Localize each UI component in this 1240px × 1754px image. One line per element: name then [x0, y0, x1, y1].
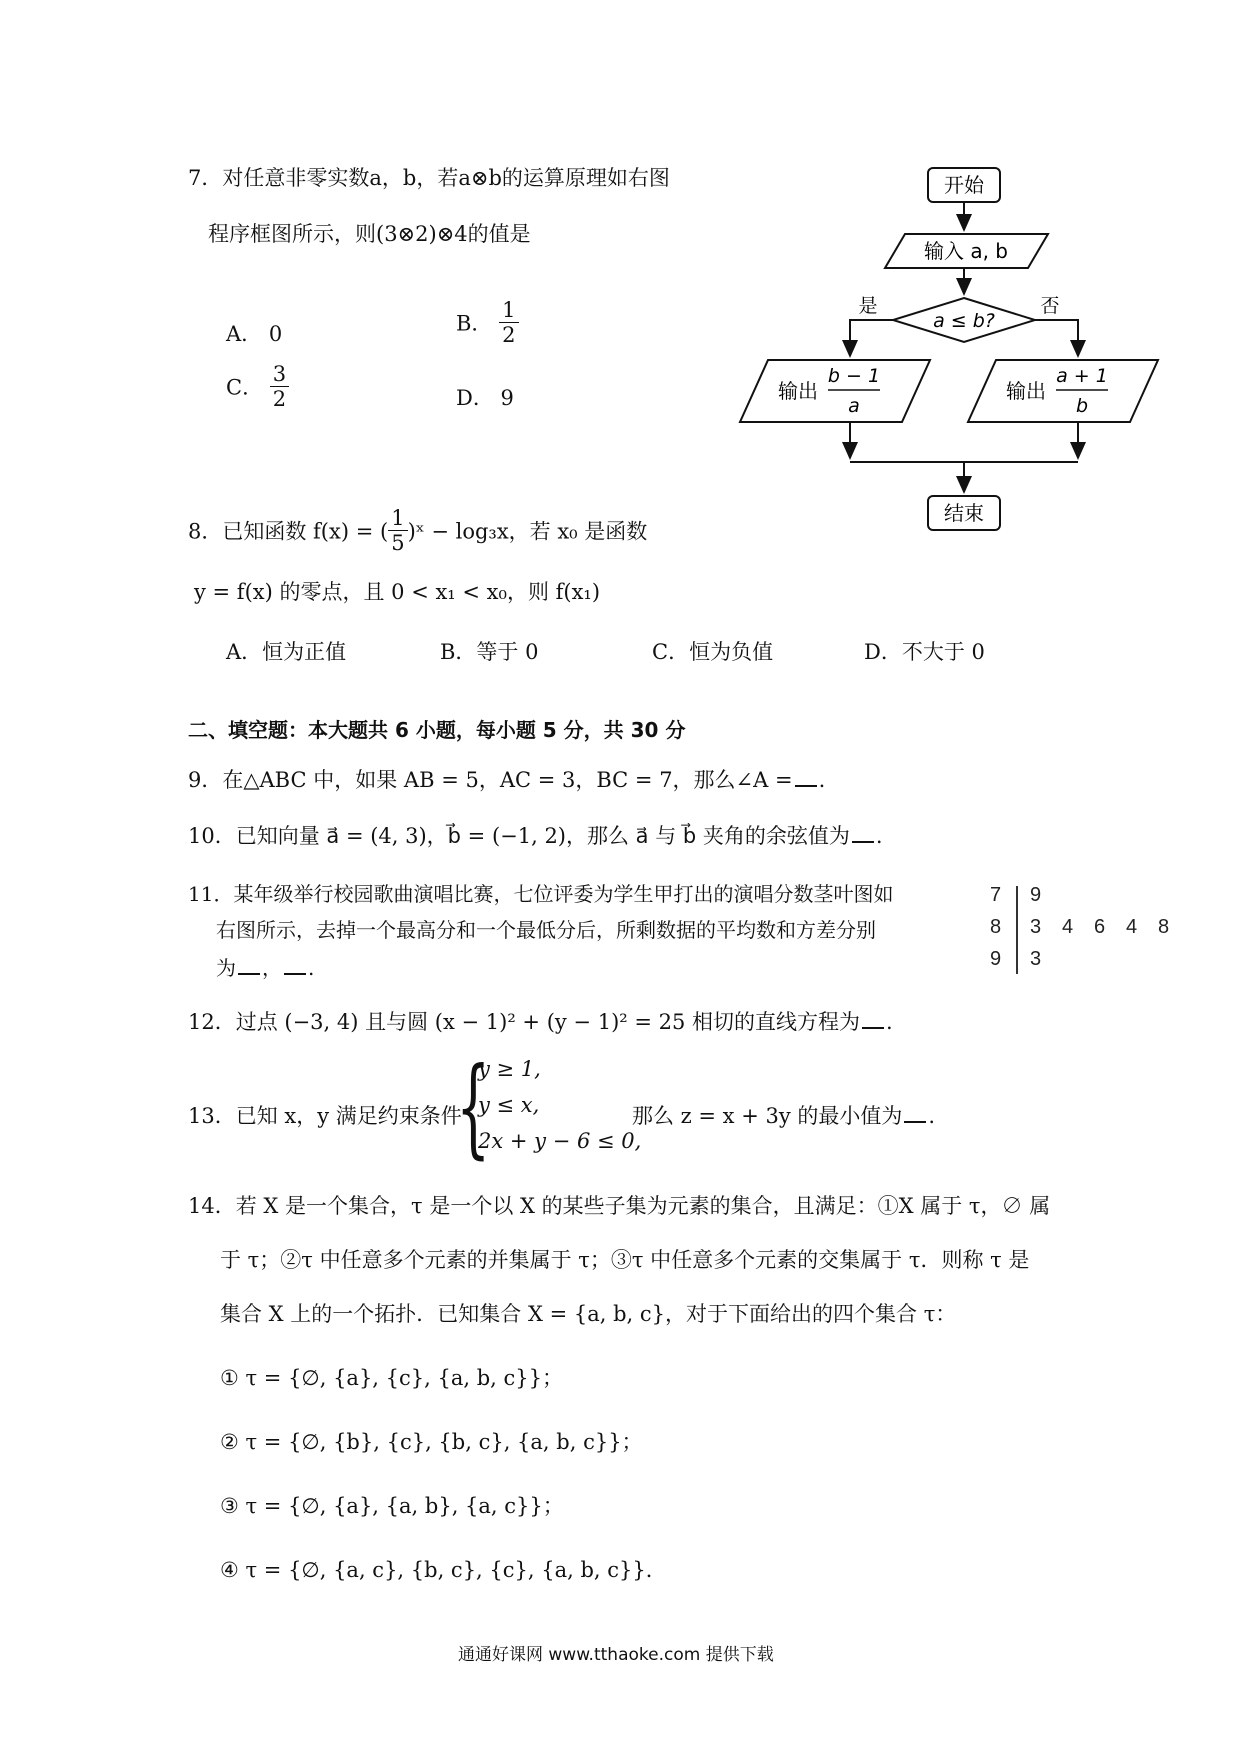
- stem-leaf-stem: 8: [990, 916, 1002, 938]
- q14-line3: 集合 X 上的一个拓扑．已知集合 X = {a, b, c}，对于下面给出的四个集合 τ：: [220, 1302, 957, 1326]
- flowchart-output-right-denominator: b: [1075, 395, 1089, 417]
- q13-constraints: [478, 1051, 658, 1159]
- q7-option-b-label: B．: [456, 311, 493, 336]
- q7-option-b-denominator: 2: [502, 323, 516, 348]
- q14-line2: 于 τ；②τ 中任意多个元素的并集属于 τ；③τ 中任意多个元素的交集属于 τ．则称 τ 是: [220, 1248, 1030, 1272]
- q7-option-a-label: A．: [226, 322, 263, 346]
- q13-constraint-2: y ≤ x,: [478, 1093, 540, 1117]
- q14-option-3: ③ τ = {∅, {a}, {a, b}, {a, c}}；: [220, 1494, 564, 1518]
- q8-option-d: D．不大于 0: [864, 640, 985, 664]
- q13-answer-blank: [904, 1121, 926, 1123]
- q10-end: .: [875, 824, 883, 848]
- q7-option-c-denominator: 2: [272, 387, 287, 412]
- q8-line1: [188, 506, 647, 555]
- q14-line1: 14．若 X 是一个集合，τ 是一个以 X 的某些子集为元素的集合，且满足：①X 属于 τ，∅ 属: [188, 1194, 1051, 1218]
- q13-brace: {: [456, 1045, 491, 1170]
- flowchart-arrow-yes: [850, 320, 893, 356]
- q9-end: .: [818, 768, 826, 792]
- stem-leaf-stem: 7: [990, 884, 1002, 906]
- q7-option-c: [226, 362, 289, 411]
- stem-leaf-leaf: 3: [1030, 948, 1042, 970]
- q7-option-b-numerator: 1: [499, 298, 518, 323]
- q12-answer-blank: [862, 1027, 884, 1029]
- q13-end: .: [928, 1104, 936, 1128]
- q12-end: .: [886, 1010, 893, 1034]
- q9-answer-blank: [795, 785, 817, 787]
- flowchart-output-left-denominator: a: [848, 395, 860, 417]
- q11-line3-a: 为: [216, 956, 236, 980]
- flowchart-yes-label: 是: [858, 295, 878, 317]
- q10: [188, 820, 883, 850]
- flowchart-input-text: 输入 a, b: [923, 239, 1009, 263]
- q7-option-c-fraction: [270, 362, 289, 411]
- q14-option-2: ② τ = {∅, {b}, {c}, {b, c}, {a, b, c}}；: [220, 1430, 643, 1454]
- q9: [188, 764, 825, 794]
- q8-line1-pre: 8．已知函数 f(x) = (: [188, 519, 389, 544]
- flowchart-output-left-label: 输出: [778, 379, 818, 403]
- q8-line1-post: )ˣ − log₃x，若 x₀ 是函数: [407, 519, 648, 544]
- q8-fraction: [388, 506, 407, 555]
- flowchart-end-text: 结束: [944, 501, 984, 525]
- q8-line2: y = f(x) 的零点，且 0 < x₁ < x₀，则 f(x₁): [194, 580, 601, 604]
- q11-line2: 右图所示，去掉一个最高分和一个最低分后，所剩数据的平均数和方差分别: [216, 918, 876, 942]
- q13-pre: 13．已知 x，y 满足约束条件: [188, 1104, 462, 1128]
- q13-post-text: 那么 z = x + 3y 的最小值为: [632, 1104, 903, 1128]
- q7-option-a-value: 0: [268, 322, 283, 346]
- stem-leaf-leaf: 6: [1094, 916, 1106, 938]
- section-heading: 二、填空题：本大题共 6 小题，每小题 5 分，共 30 分: [188, 718, 686, 742]
- q7-option-d-label: D．: [456, 386, 494, 410]
- q7-option-d: [456, 382, 514, 412]
- flowchart-output-left-numerator: b − 1: [827, 365, 881, 387]
- q7-line2: 程序框图所示，则(3⊗2)⊗4的值是: [208, 222, 531, 246]
- q8-option-b: B．等于 0: [440, 640, 539, 664]
- q10-text: 10．已知向量 a⃗ = (4, 3)，b⃗ = (−1, 2)，那么 a⃗ 与 b⃗ 夹角的余弦值为: [188, 824, 850, 848]
- q11-line3-c: .: [308, 956, 315, 980]
- flowchart-decision-text: a ≤ b?: [933, 310, 995, 332]
- page-footer: 通通好课网 www.tthaoke.com 提供下载: [458, 1645, 774, 1665]
- stem-leaf-leaf: 8: [1158, 916, 1170, 938]
- q13-constraint-3: 2x + y − 6 ≤ 0,: [478, 1129, 642, 1153]
- q7-option-b: [456, 298, 519, 347]
- q7-option-a: [226, 318, 282, 348]
- q12: [188, 1006, 893, 1036]
- q7-option-d-value: 9: [500, 386, 514, 410]
- q14-option-4: ④ τ = {∅, {a, c}, {b, c}, {c}, {a, b, c}}．: [220, 1558, 667, 1582]
- flowchart-no-label: 否: [1040, 295, 1060, 317]
- stem-leaf-leaf: 3: [1030, 916, 1042, 938]
- q7-option-c-numerator: 3: [270, 362, 289, 387]
- q11-answer-blank-2: [284, 973, 306, 975]
- stem-leaf-leaf: 4: [1126, 916, 1138, 938]
- flowchart-start-text: 开始: [944, 173, 984, 197]
- flowchart-output-right-numerator: a + 1: [1056, 365, 1108, 387]
- q7-option-c-label: C．: [226, 375, 264, 400]
- flowchart: [720, 150, 1160, 540]
- q9-text: 9．在△ABC 中，如果 AB = 5，AC = 3，BC = 7，那么∠A =: [188, 768, 793, 792]
- q8-fraction-denominator: 5: [391, 531, 405, 556]
- q10-answer-blank: [852, 841, 874, 843]
- flowchart-output-right-label: 输出: [1006, 379, 1046, 403]
- stem-leaf-plot: [984, 884, 1184, 984]
- q11-line3: [216, 952, 314, 981]
- stem-leaf-leaf: 9: [1030, 884, 1042, 906]
- q8-option-c: C．恒为负值: [652, 640, 774, 664]
- q13-post: [632, 1100, 935, 1130]
- stem-leaf-stem: 9: [990, 948, 1002, 970]
- q7-line1: 7．对任意非零实数a，b，若a⊗b的运算原理如右图: [188, 166, 670, 190]
- q13-constraint-1: y ≥ 1,: [478, 1057, 541, 1081]
- stem-leaf-divider: [1016, 886, 1018, 974]
- q11-answer-blank-1: [238, 973, 260, 975]
- q8-fraction-numerator: 1: [388, 506, 407, 531]
- q12-text: 12．过点 (−3, 4) 且与圆 (x − 1)² + (y − 1)² = 25 相切的直线方程为: [188, 1010, 861, 1034]
- q7-option-b-fraction: [499, 298, 518, 347]
- q11-line3-b: ，: [262, 956, 282, 980]
- q8-option-a: A．恒为正值: [226, 640, 347, 664]
- stem-leaf-leaf: 4: [1062, 916, 1074, 938]
- q14-option-1: ① τ = {∅, {a}, {c}, {a, b, c}}；: [220, 1366, 564, 1390]
- q11-line1: 11．某年级举行校园歌曲演唱比赛，七位评委为学生甲打出的演唱分数茎叶图如: [188, 882, 894, 906]
- flowchart-arrow-no: [1035, 320, 1078, 356]
